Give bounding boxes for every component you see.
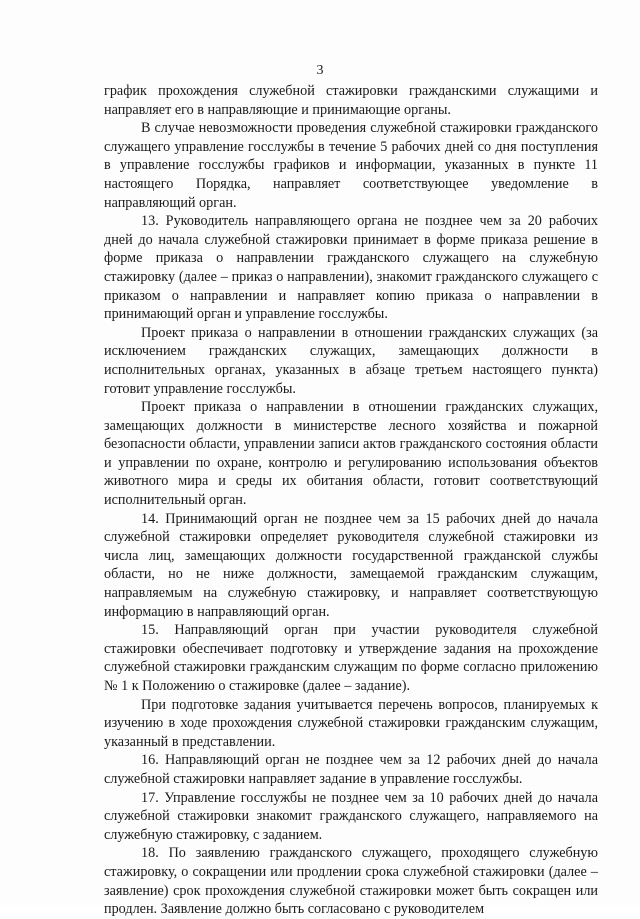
paragraph-13-draft-order: Проект приказа о направлении в отношении гражданских служащих (за исключением гражданских служащих, замещающих должности в исполнительных органах, указанных в абзаце третьем настоящего пункта) готовит управление госслужбы. — [104, 324, 598, 397]
paragraph-impossibility-notice: В случае невозможности проведения служебной стажировки гражданского служащего управление госслужбы в течение 5 рабочих дней со дня поступления в управление госслужбы графиков и информации, указанных в пункте 11 настоящего Порядка, направляет соответствующее уведомление в направляющий орган. — [104, 120, 598, 211]
paragraph-13-draft-order-ministries: Проект приказа о направлении в отношении гражданских служащих, замещающих должности в министерстве лесного хозяйства и пожарной безопасности области, управлении записи актов гражданского состояния области и управлении по охране, контролю и регулированию использования объектов животного мира и среды их обитания области, готовит соответствующий исполнительный орган. — [104, 399, 598, 509]
paragraph-13: 13. Руководитель направляющего органа не позднее чем за 20 рабочих дней до начала служебной стажировки принимает в форме приказа решение в форме приказа о направлении гражданского служащего на служебную стажировку (далее – приказ о направлении), знакомит гражданского служащего с приказом о направлении и направляет копию приказа о направлении в принимающий орган и управление госслужбы. — [104, 213, 598, 323]
paragraph-17: 17. Управление госслужбы не позднее чем за 10 рабочих дней до начала служебной стажировки знакомит гражданского служащего, направляемого на служебную стажировку, с заданием. — [104, 789, 598, 843]
document-body — [104, 82, 598, 919]
paragraph-18: 18. По заявлению гражданского служащего, проходящего служебную стажировку, о сокращении или продлении срока служебной стажировки (далее – заявление) срок прохождения служебной стажировки может быть сокращен или продлен. Заявление должно быть согласовано с руководителем — [104, 845, 598, 918]
paragraph-15: 15. Направляющий орган при участии руководителя служебной стажировки обеспечивает подготовку и утверждение задания на прохождение служебной стажировки гражданским служащим по форме согласно приложению № 1 к Положению о стажировке (далее – задание). — [104, 622, 598, 694]
paragraph-14: 14. Принимающий орган не позднее чем за 15 рабочих дней до начала служебной стажировки определяет руководителя служебной стажировки из числа лиц, замещающих должности государственной гражданской службы области, но не ниже должности, замещаемой гражданским служащим, направляемым на служебную стажировку, и направляет соответствующую информацию в направляющий орган. — [104, 510, 598, 620]
paragraph-continuation: график прохождения служебной стажировки гражданскими служащими и направляет его в направляющие и принимающие органы. — [104, 83, 598, 118]
page-number: 3 — [316, 63, 324, 78]
paragraph-15-task-preparation: При подготовке задания учитывается перечень вопросов, планируемых к изучению в ходе прохождения служебной стажировки гражданским служащим, указанный в представлении. — [104, 696, 598, 750]
paragraph-16: 16. Направляющий орган не позднее чем за 12 рабочих дней до начала служебной стажировки направляет задание в управление госслужбы. — [104, 752, 598, 787]
